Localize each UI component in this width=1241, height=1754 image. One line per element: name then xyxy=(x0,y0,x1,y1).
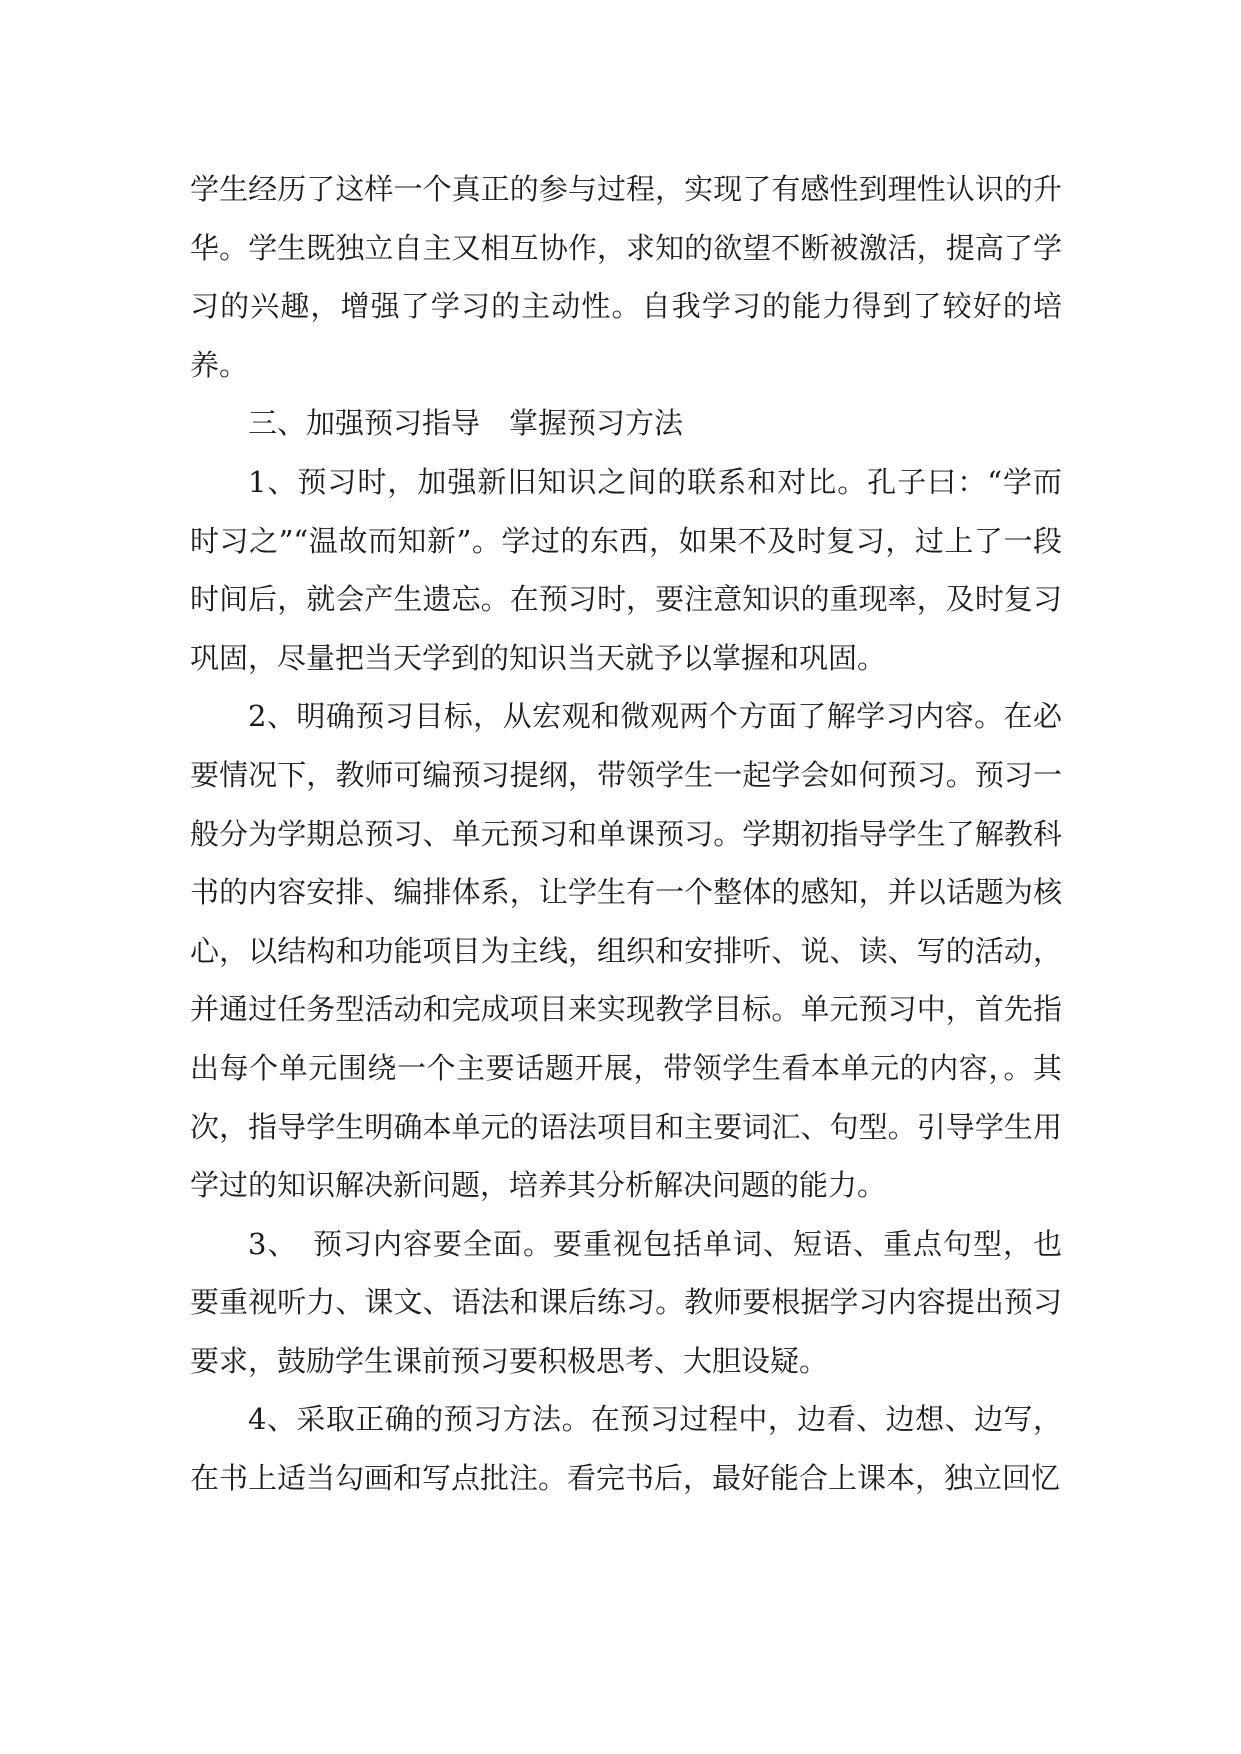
paragraph-item-3: 3、 预习内容要全面。要重视包括单词、短语、重点句型，也要重视听力、课文、语法和课后练习。教师要根据学习内容提出预习要求，鼓励学生课前预习要积极思考、大胆设疑。 xyxy=(190,1226,1062,1378)
paragraph-item-1: 1、预习时，加强新旧知识之间的联系和对比。孔子曰：“学而时习之”“温故而知新”。学过的东西，如果不及时复习，过上了一段时间后，就会产生遗忘。在预习时，要注意知识的重现率，及时复习巩固，尽量把当天学到的知识当天就予以掌握和巩固。 xyxy=(190,464,1062,675)
paragraph-continuation: 学生经历了这样一个真正的参与过程，实现了有感性到理性认识的升华。学生既独立自主又相互协作，求知的欲望不断被激活，提高了学习的兴趣，增强了学习的主动性。自我学习的能力得到了较好的培养。 xyxy=(190,172,1062,382)
section-heading: 三、加强预习指导 掌握预习方法 xyxy=(248,406,684,441)
document-body xyxy=(190,160,1062,1508)
paragraph-item-4: 4、采取正确的预习方法。在预习过程中，边看、边想、边写，在书上适当勾画和写点批注。看完书后，最好能合上课本，独立回忆 xyxy=(190,1402,1062,1496)
paragraph-item-2: 2、明确预习目标，从宏观和微观两个方面了解学习内容。在必要情况下，教师可编预习提纲，带领学生一起学会如何预习。预习一般分为学期总预习、单元预习和单课预习。学期初指导学生了解教科书的内容安排、编排体系，让学生有一个整体的感知，并以话题为核心，以结构和功能项目为主线，组织和安排听、说、读、写的活动，并通过任务型活动和完成项目来实现教学目标。单元预习中，首先指出每个单元围绕一个主要话题开展，带领学生看本单元的内容，。其次，指导学生明确本单元的语法项目和主要词汇、句型。引导学生用学过的知识解决新问题，培养其分析解决问题的能力。 xyxy=(190,699,1062,1203)
